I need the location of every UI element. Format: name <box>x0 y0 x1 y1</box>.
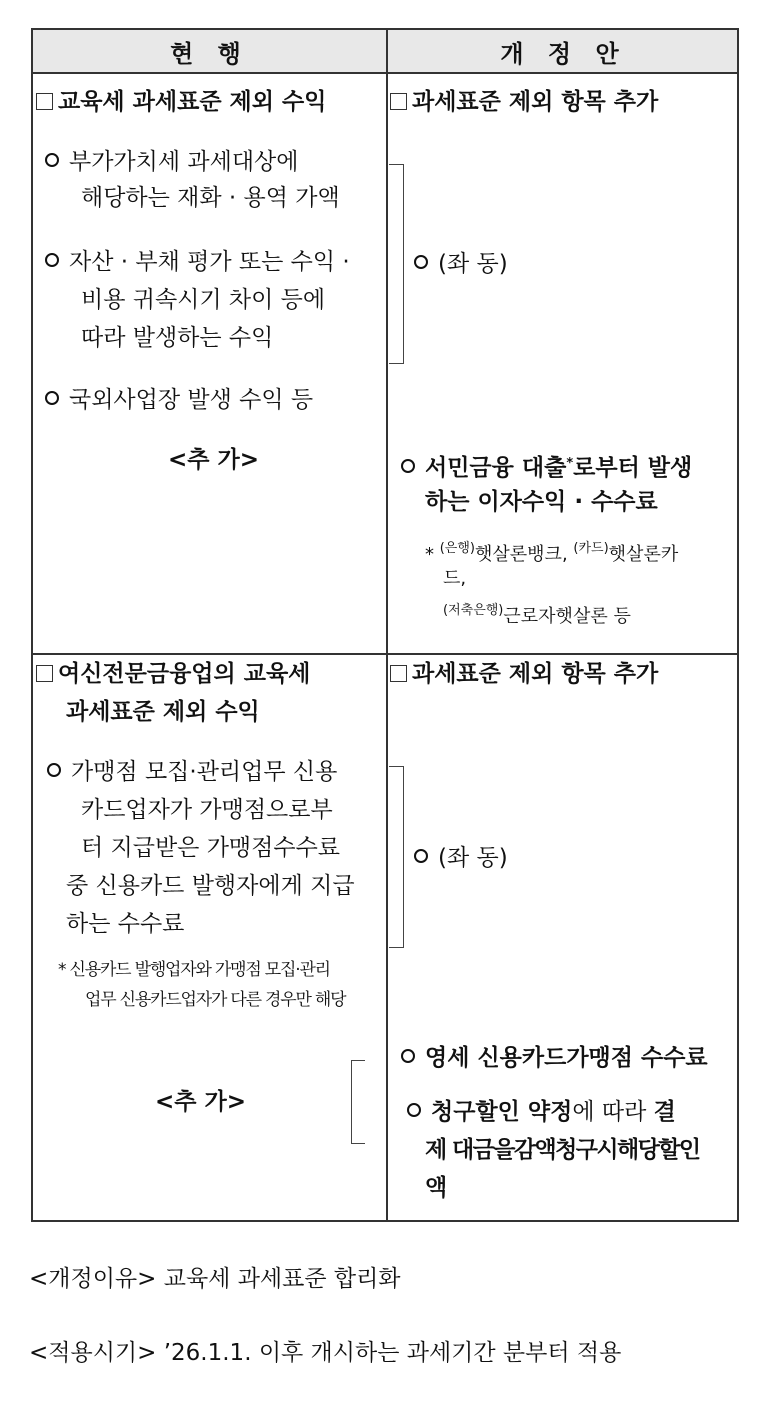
list-item: 국외사업장 발생 수익 등 <box>45 382 313 418</box>
list-item-cont: 카드업자가 가맹점으로부 <box>81 797 333 823</box>
circle-bullet-icon <box>407 1103 421 1117</box>
bracket-right <box>389 164 404 364</box>
footnote: * 신용카드 발행업자와 가맹점 모집·관리 <box>58 960 330 980</box>
list-item-cont: 해당하는 재화 · 용역 가액 <box>81 185 340 211</box>
checkbox-icon <box>390 665 407 682</box>
list-item-cont: 하는 수수료 <box>66 911 185 937</box>
revision-reason: <개정이유> 교육세 과세표준 합리화 <box>29 1266 401 1292</box>
circle-bullet-icon <box>414 849 428 863</box>
list-item-cont: 비용 귀속시기 차이 등에 <box>81 287 326 313</box>
checkbox-icon <box>36 93 53 110</box>
add-label: <추 가> <box>155 1089 246 1115</box>
list-item-cont: 따라 발생하는 수익 <box>81 325 274 351</box>
header-revised: 개 정 안 <box>500 40 627 68</box>
list-item-cont: 중 신용카드 발행자에게 지급 <box>66 873 355 899</box>
section2-left-title-cont: 과세표준 제외 수익 <box>66 699 260 725</box>
circle-bullet-icon <box>414 255 428 269</box>
new-item-cont: 액 <box>425 1175 448 1201</box>
section2-left-title: 여신전문금융업의 교육세 <box>36 656 310 692</box>
footnote-cont: 드, <box>443 568 467 589</box>
circle-bullet-icon <box>45 253 59 267</box>
section2-right-title: 과세표준 제외 항목 추가 <box>390 656 658 692</box>
circle-bullet-icon <box>47 763 61 777</box>
effective-date: <적용시기> ’26.1.1. 이후 개시하는 과세기간 분부터 적용 <box>29 1340 622 1366</box>
same-as-left: (좌 동) <box>414 246 508 282</box>
header-current: 현 행 <box>170 40 249 68</box>
list-item-cont: 터 지급받은 가맹점수수료 <box>81 835 341 861</box>
checkbox-icon <box>36 665 53 682</box>
same-as-left: (좌 동) <box>414 840 508 876</box>
bracket-right <box>389 766 404 948</box>
section-divider <box>33 653 737 655</box>
new-item-cont: 제 대금을감액청구시해당할인 <box>425 1137 700 1163</box>
new-item: 서민금융 대출*로부터 발생 <box>401 446 692 486</box>
list-item: 자산 · 부채 평가 또는 수익 · <box>45 244 350 280</box>
footnote-cont: $^{(저축은행)}$근로자햇살론 등 <box>443 603 631 627</box>
comparison-table <box>31 28 739 1222</box>
list-item: 가맹점 모집·관리업무 신용 <box>47 754 337 790</box>
new-item-cont: 하는 이자수익 · 수수료 <box>425 489 658 515</box>
list-item: 부가가치세 과세대상에 <box>45 144 299 180</box>
circle-bullet-icon <box>401 459 415 473</box>
footnote: * $^{(은행)}$햇살론뱅크, $^{(카드)}$햇살론카 <box>425 541 679 565</box>
circle-bullet-icon <box>45 391 59 405</box>
new-item: 영세 신용카드가맹점 수수료 <box>401 1040 708 1076</box>
new-item: 청구할인 약정에 따라 결 <box>407 1094 676 1130</box>
column-divider <box>386 30 388 1220</box>
circle-bullet-icon <box>401 1049 415 1063</box>
add-label: <추 가> <box>168 447 259 473</box>
header-divider <box>33 72 737 74</box>
section1-right-title: 과세표준 제외 항목 추가 <box>390 84 658 120</box>
checkbox-icon <box>390 93 407 110</box>
footnote-cont: 업무 신용카드업자가 다른 경우만 해당 <box>85 990 346 1010</box>
circle-bullet-icon <box>45 153 59 167</box>
section1-left-title: 교육세 과세표준 제외 수익 <box>36 84 326 120</box>
bracket-left <box>351 1060 365 1144</box>
